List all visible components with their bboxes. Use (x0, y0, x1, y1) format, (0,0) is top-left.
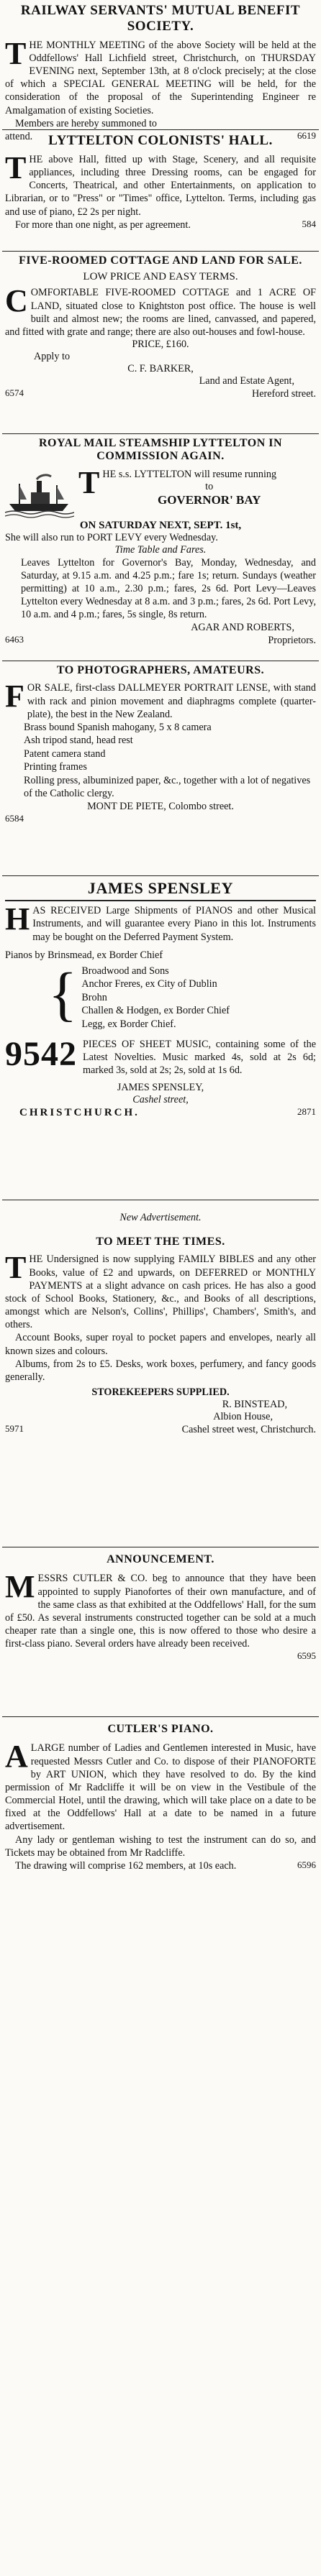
ad-kicker: New Advertisement. (119, 1212, 202, 1223)
drop-cap: T (5, 1250, 27, 1286)
ad-heading: TO MEET THE TIMES. (96, 1236, 225, 1248)
sheet-music-count: 9542 (5, 1038, 77, 1074)
ad-body: PIECES OF SHEET MUSIC, containing some of the Latest Novelties. Music marked 4s, sold at 2s 6d; marked 3s, sold at 2s; 2s, sold at 1s 6d. (83, 1039, 316, 1077)
ad-photographers (2, 661, 319, 876)
list-item: Legg, ex Border Chief. (81, 1018, 176, 1030)
ad-body: HE Undersigned is now supplying FAMILY BIBLES and any other Books, value of £2 and upwards, on DEFERRED or MONTHLY PAYMENTS at a slight advance on cash prices. He has also a good stock of School Books, Stationery, &c., and Books of all descriptions, amongst which are Nelson's, Collins', Phillips', Chambers', Smith's, and others. (5, 1254, 316, 1331)
drop-cap: T (78, 467, 100, 500)
ad-heading: CUTLER'S PIANO. (107, 1723, 214, 1735)
ad-store-line: STOREKEEPERS SUPPLIED. (91, 1386, 230, 1399)
ad-line: to (205, 480, 214, 492)
ad-line: HE s.s. LYTTELTON will resume running (102, 468, 277, 480)
ad-table-title: Time Table and Fares. (114, 543, 207, 556)
ad-heading: TO PHOTOGRAPHERS, AMATEURS. (56, 664, 265, 676)
ad-subheading: LOW PRICE AND EASY TERMS. (83, 271, 238, 283)
list-item: Printing frames (24, 761, 87, 773)
ad-owner-title: Proprietors. (268, 634, 316, 646)
ad-heading: LYTTELTON COLONISTS' HALL. (48, 133, 273, 148)
ad-body: ESSRS CUTLER & CO. beg to announce that they have been appointed to supply Pianofortes of their own manufacture, and of the same class as that exhibited at the Oddfellows' Hall, for the sum of £50. As several instruments constructed together can be sold at a much cheaper rate than a single one, this is now offered to those who desire a first-class piano. Several orders have already been received. (5, 1573, 316, 1650)
list-item: Challen & Hodgen, ex Border Chief (81, 1005, 230, 1017)
drop-cap: T (5, 150, 27, 185)
ad-body: AS RECEIVED Large Shipments of PIANOS and other Musical Instruments, and will guarantee every Piano in this lot. Instruments may be bought on the Deferred Payment System. (32, 905, 316, 943)
list-item: Brass bound Spanish mahogany, 5 x 8 camera (24, 721, 212, 733)
ad-heading: ANNOUNCEMENT. (107, 1553, 214, 1565)
maker-list (5, 960, 316, 1031)
list-item: Rolling press, albuminized paper, &c., together with a lot of negatives of the Catholic clergy. (24, 774, 311, 800)
ad-ref-number: 6595 (297, 1650, 316, 1662)
ad-ref-number: 6596 (297, 1859, 316, 1870)
ad-body: HE MONTHLY MEETING of the above Society will be held at the Oddfellows' Hall Lichfield street, Christchurch, on THURSDAY EVENING next, September 13th, at 8 o'clock precisely; at the close of which a SPECIAL GENERAL MEETING will be held, for the consideration of the proposal of the Superintending Engineer re Amalgamation of existing Societies. (5, 39, 316, 116)
ad-last-line: For more than one night, as per agreement. (15, 218, 191, 231)
ad-meet-the-times (2, 1200, 319, 1547)
ad-body: Albums, from 2s to £5. Desks, work boxes, perfumery, and fancy goods generally. (5, 1358, 316, 1383)
ad-ref-number: 6619 (297, 129, 316, 141)
newspaper-column (2, 0, 319, 1940)
ad-signature-city: CHRISTCHURCH. (19, 1106, 140, 1118)
list-item: Brohn (81, 991, 107, 1003)
ad-line: She will also run to PORT LEVY every Wednesday. (5, 531, 218, 543)
ad-ref-number: 2871 (297, 1105, 316, 1117)
ad-price: PRICE, £160. (132, 339, 189, 351)
ad-agent-title: Land and Estate Agent, (199, 375, 294, 387)
ad-body: Leaves Lyttelton for Governor's Bay, Monday, Wednesday, and Saturday, at 9.15 a.m. and 4.25 p.m.; fare 1s; return. Sundays (weather permitting) at 10 a.m., 2.30 p.m.; fares, 2s 6d. Port Levy—Leaves Lyttelton every Wednesday at 8 a.m. and 3 p.m.; fares, 2s 6d. Port Levy, 10 a.m. and 4 p.m.; fares, 5s single, 8s return. (21, 556, 316, 621)
ad-signature-street: Cashel street, (132, 1093, 189, 1105)
ad-announcement (2, 1547, 319, 1717)
drop-cap: M (5, 1569, 35, 1605)
brace-icon: { (48, 960, 78, 1028)
ad-signature: R. BINSTEAD, (222, 1399, 287, 1411)
ad-body: OR SALE, first-class DALLMEYER PORTRAIT LENSE, with stand with rack and pinion movement and diaphragms complete (quarter-plate), the best in the New Zealand. (27, 682, 316, 720)
ad-signature-place: Albion House, (213, 1411, 273, 1423)
list-item: Anchor Freres, ex City of Dublin (81, 978, 217, 990)
drop-cap: A (5, 1739, 28, 1775)
ad-body: OMFORTABLE FIVE-ROOMED COTTAGE and 1 ACRE OF LAND, situated close to Knightston post office. The house is well built and almost new; the rooms are lined, canvassed, and papered, and fitted with grate and range; there are also out-houses and fowl-house. (5, 287, 316, 338)
ad-heading: RAILWAY SERVANTS' MUTUAL BENEFIT SOCIETY. (20, 3, 301, 34)
ad-address: Hereford street. (251, 388, 316, 400)
ad-body: LARGE number of Ladies and Gentlemen interested in Music, have requested Messrs Cutler and Co. to dispose of their PIANOFORTE by ART UNION, which they have resolved to do. By the kind permission of Mr Radcliffe it will be on view in the Vestibule of the Commercial Hotel, until the drawing, which will take place on a date to be fixed at the Oddfellows' Hall at a date to be named in a future advertisement. (5, 1742, 316, 1833)
drop-cap: F (5, 678, 24, 714)
ad-line: Members are hereby summoned to (15, 117, 157, 129)
pianos-label: Pianos by Brinsmead, ex Border Chief (5, 949, 163, 961)
ad-destination: GOVERNOR' BAY (157, 492, 261, 507)
ad-last-line: The drawing will comprise 162 members, at 10s each. (15, 1859, 237, 1872)
ad-cottage-sale (2, 252, 319, 434)
ad-cutlers-piano (2, 1717, 319, 1940)
ad-ref-number: 584 (302, 218, 316, 229)
ad-signature: MONT DE PIETE, Colombo street. (87, 800, 234, 812)
ad-last-line: attend. (5, 130, 33, 142)
ad-james-spensley (2, 876, 319, 1200)
divider (5, 900, 316, 901)
ad-royal-mail-steamship (2, 434, 319, 661)
ad-heading: ROYAL MAIL STEAMSHIP LYTTELTON IN COMMISSION AGAIN. (38, 437, 283, 463)
ad-colonists-hall (2, 130, 319, 252)
list-item: Patent camera stand (24, 748, 106, 760)
drop-cap: H (5, 901, 30, 937)
ad-heading: FIVE-ROOMED COTTAGE AND LAND FOR SALE. (19, 254, 302, 267)
ad-signature: JAMES SPENSLEY, (117, 1081, 204, 1093)
ad-apply: Apply to (34, 351, 71, 363)
list-item: Broadwood and Sons (81, 965, 169, 977)
ad-owner: AGAR AND ROBERTS, (191, 621, 294, 633)
list-item: Ash tripod stand, head rest (24, 735, 133, 747)
drop-cap: T (5, 35, 27, 71)
ad-heading: JAMES SPENSLEY (87, 879, 234, 897)
ad-body: Any lady or gentleman wishing to test the instrument can do so, and Tickets may be obtained from Mr Radcliffe. (5, 1834, 316, 1859)
ad-ref-number: 6463 (5, 633, 24, 645)
ad-body: HE above Hall, fitted up with Stage, Scenery, and all requisite appliances, including three Dressing rooms, can be engaged for Concerts, Theatrical, and other Entertainments, on application to Librarian, or to "Press" or "Times" office, Lyttelton. Terms, including gas and use of piano, £2 2s per night. (5, 153, 316, 218)
steamship-illustration (5, 471, 74, 518)
ad-date-line: ON SATURDAY NEXT, SEPT. 1st, (79, 519, 242, 531)
ad-body: Account Books, super royal to pocket papers and envelopes, nearly all known sizes and colours. (5, 1332, 316, 1357)
item-list (5, 721, 316, 801)
ad-ref-number: 5971 (5, 1423, 24, 1435)
ad-agent: C. F. BARKER, (127, 363, 194, 375)
ad-ref-number: 6574 (5, 387, 24, 399)
ad-ref-number: 6584 (5, 812, 24, 824)
ad-address: Cashel street west, Christchurch. (181, 1424, 316, 1436)
drop-cap: C (5, 283, 28, 319)
